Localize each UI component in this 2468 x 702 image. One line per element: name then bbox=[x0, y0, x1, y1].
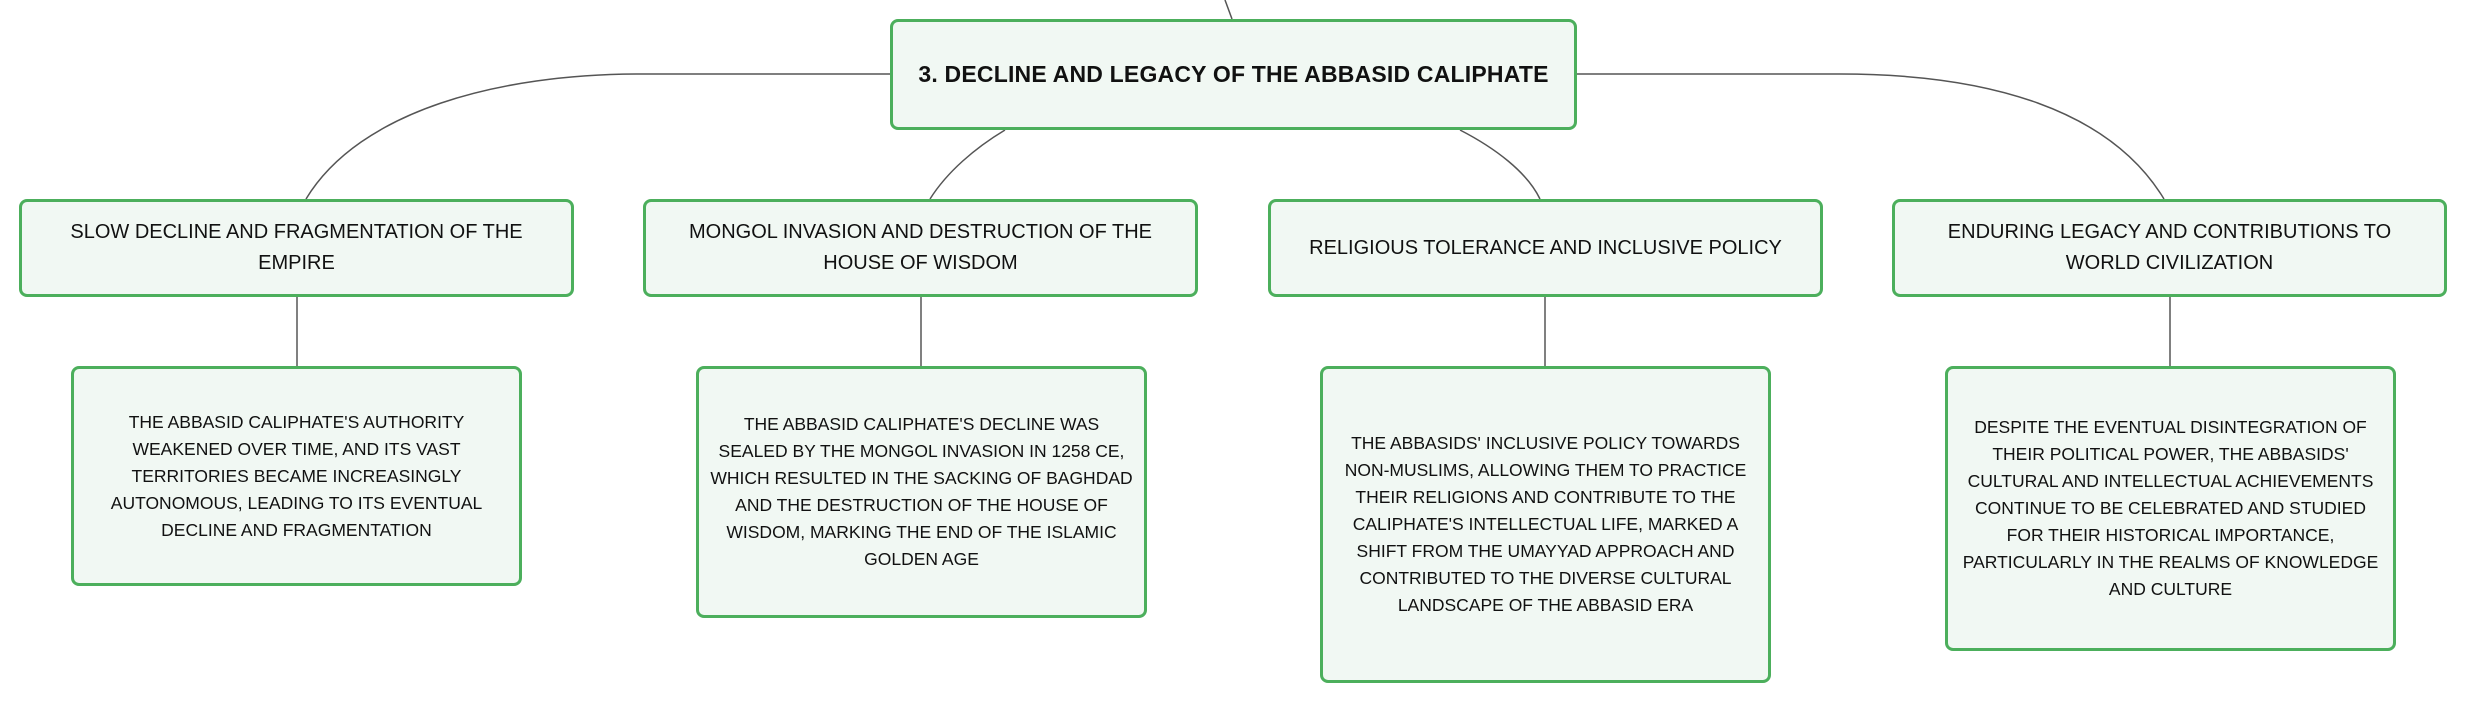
topic-label: MONGOL INVASION AND DESTRUCTION OF THE HOUSE OF WISDOM bbox=[688, 221, 1152, 274]
topic-node-decline-fragmentation[interactable] bbox=[19, 199, 574, 297]
root-title: 3. DECLINE AND LEGACY OF THE ABBASID CALIPHATE bbox=[918, 61, 1549, 87]
detail-node-decline-fragmentation[interactable] bbox=[71, 366, 522, 586]
topic-node-religious-tolerance[interactable] bbox=[1268, 199, 1823, 297]
connector-to-parent bbox=[1225, 0, 1232, 19]
detail-text: THE ABBASID CALIPHATE'S AUTHORITY WEAKENED OVER TIME, AND ITS VAST TERRITORIES BECAME INCREASINGLY AUTONOMOUS, LEADING TO ITS EVENTUAL DECLINE AND FRAGMENTATION bbox=[110, 411, 483, 540]
connector-root-to-branch-1 bbox=[306, 74, 890, 199]
topic-label: RELIGIOUS TOLERANCE AND INCLUSIVE POLICY bbox=[1309, 236, 1782, 259]
topic-label: SLOW DECLINE AND FRAGMENTATION OF THE EMPIRE bbox=[70, 221, 523, 274]
detail-text: DESPITE THE EVENTUAL DISINTEGRATION OF THEIR POLITICAL POWER, THE ABBASIDS' CULTURAL AND INTELLECTUAL ACHIEVEMENTS CONTINUE TO BE CELEBRATED AND STUDIED FOR THEIR HISTORICAL IMPORTANCE, PARTICULARLY IN THE REALMS OF KNOWLEDGE AND CULTURE bbox=[1962, 417, 2379, 599]
detail-text: THE ABBASIDS' INCLUSIVE POLICY TOWARDS NON-MUSLIMS, ALLOWING THEM TO PRACTICE THEIR RELIGIONS AND CONTRIBUTE TO THE CALIPHATE'S INTELLECTUAL LIFE, MARKED A SHIFT FROM THE UMAYYAD APPROACH AND CONTRIBUTED TO THE DIVERSE CULTURAL LANDSCAPE OF THE ABBASID ERA bbox=[1344, 433, 1747, 615]
detail-text: THE ABBASID CALIPHATE'S DECLINE WAS SEALED BY THE MONGOL INVASION IN 1258 CE, WHICH RESULTED IN THE SACKING OF BAGHDAD AND THE DESTRUCTION OF THE HOUSE OF WISDOM, MARKING THE END OF THE ISLAMIC GOLDEN AGE bbox=[710, 414, 1133, 569]
root-node[interactable] bbox=[890, 19, 1577, 130]
topic-label: ENDURING LEGACY AND CONTRIBUTIONS TO WORLD CIVILIZATION bbox=[1947, 221, 2392, 274]
connector-root-to-branch-4 bbox=[1577, 74, 2164, 199]
detail-node-mongol-invasion[interactable] bbox=[696, 366, 1147, 618]
detail-node-religious-tolerance[interactable] bbox=[1320, 366, 1771, 683]
connector-root-to-branch-3 bbox=[1460, 130, 1540, 199]
detail-node-enduring-legacy[interactable] bbox=[1945, 366, 2396, 651]
topic-node-mongol-invasion[interactable] bbox=[643, 199, 1198, 297]
topic-node-enduring-legacy[interactable] bbox=[1892, 199, 2447, 297]
connector-root-to-branch-2 bbox=[930, 130, 1005, 199]
